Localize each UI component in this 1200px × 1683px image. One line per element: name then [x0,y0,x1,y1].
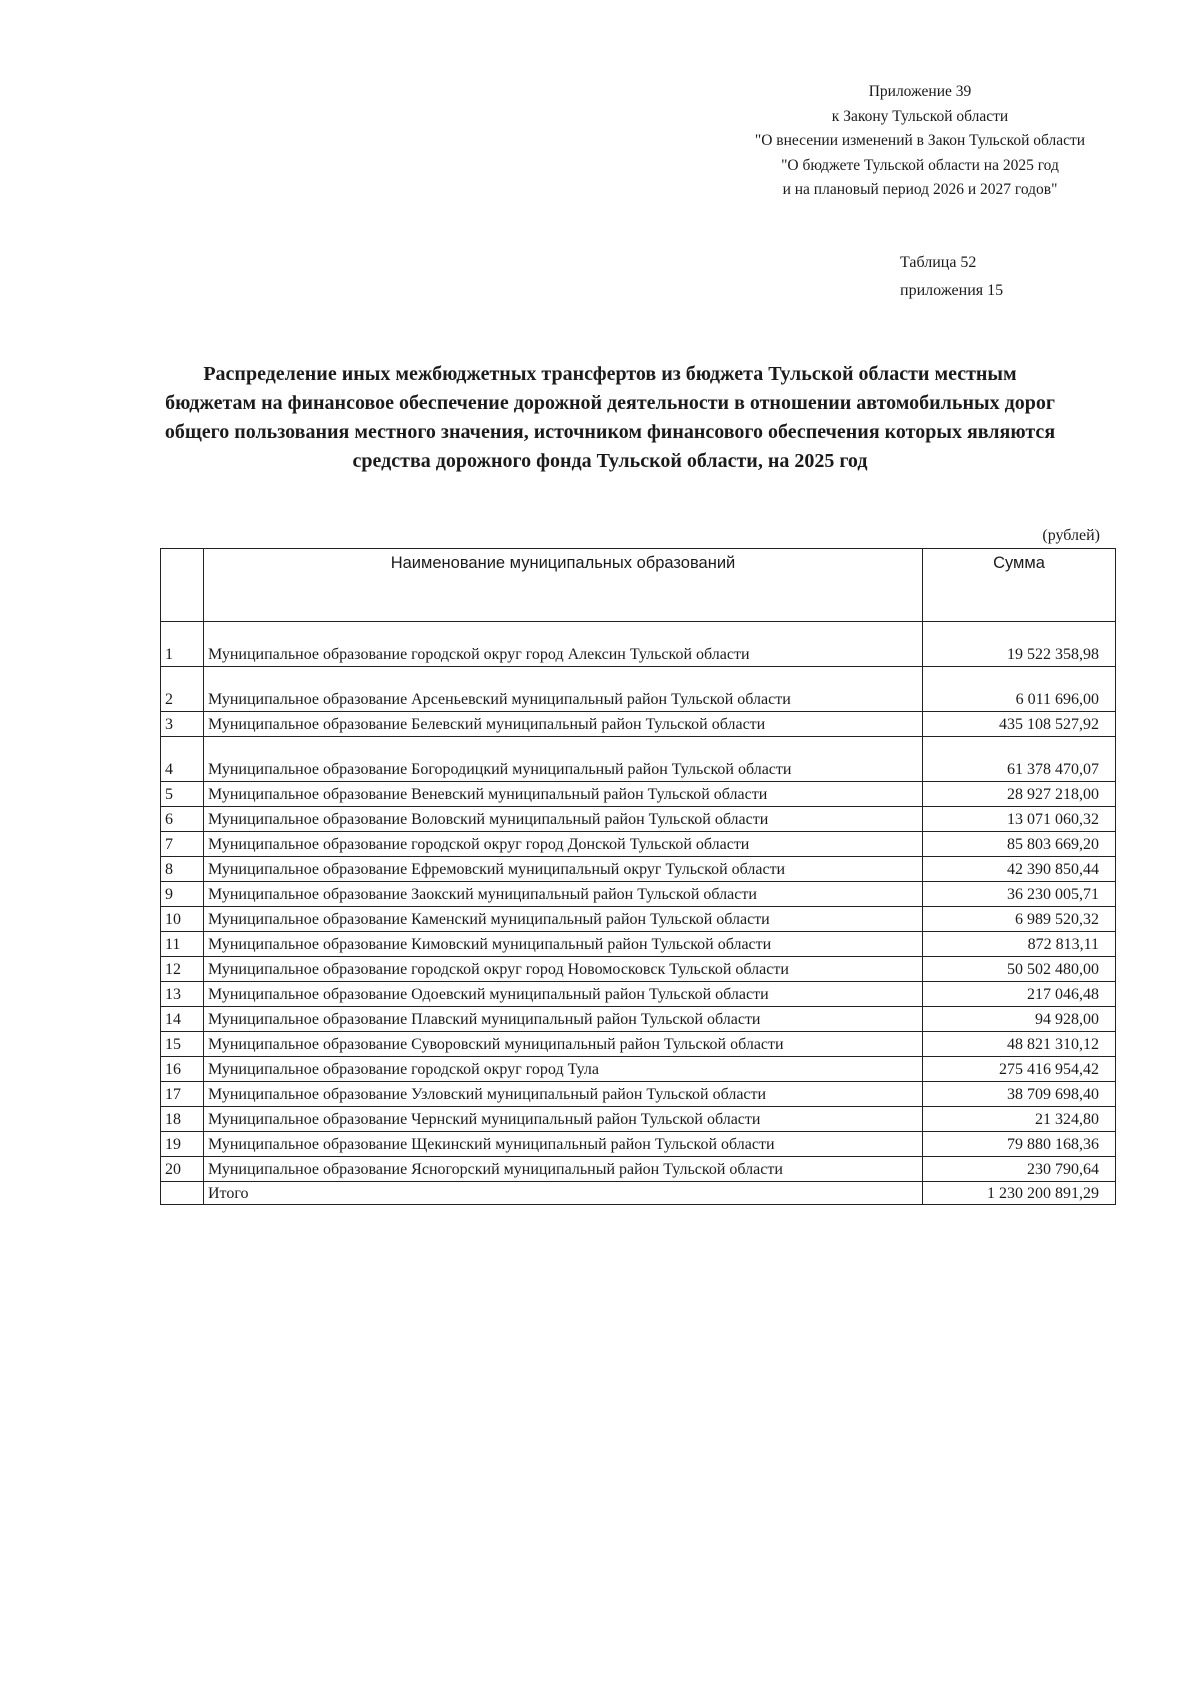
row-number: 18 [161,1107,204,1132]
table-row [161,737,1116,782]
row-name: Муниципальное образование Чернский муниципальный район Тульской области [204,1107,923,1132]
col-sum-header: Сумма [923,549,1116,622]
row-name: Муниципальное образование Белевский муниципальный район Тульской области [204,712,923,737]
row-number: 4 [161,737,204,782]
row-number: 7 [161,832,204,857]
title-line: бюджетам на финансовое обеспечение дорожной деятельности в отношении автомобильных дорог [165,392,1055,414]
table-row [161,667,1116,712]
row-number: 11 [161,932,204,957]
table-reference [900,249,1100,305]
row-name: Муниципальное образование городской округ город Тула [204,1057,923,1082]
row-name: Муниципальное образование городской округ город Новомосковск Тульской области [204,957,923,982]
table-row [161,882,1116,907]
table-row [161,1007,1116,1032]
table-row [161,1107,1116,1132]
table-row [161,857,1116,882]
row-name: Муниципальное образование городской округ город Алексин Тульской области [204,622,923,667]
table-row [161,782,1116,807]
row-name: Муниципальное образование Одоевский муниципальный район Тульской области [204,982,923,1007]
row-name: Муниципальное образование Заокский муниципальный район Тульской области [204,882,923,907]
header-line: к Закону Тульской области [831,107,1009,125]
row-sum: 21 324,80 [923,1107,1116,1132]
row-sum: 50 502 480,00 [923,957,1116,982]
table-row [161,1082,1116,1107]
row-sum: 85 803 669,20 [923,832,1116,857]
row-name: Муниципальное образование Ясногорский муниципальный район Тульской области [204,1157,923,1182]
row-name: Муниципальное образование Щекинский муниципальный район Тульской области [204,1132,923,1157]
header-line: "О бюджете Тульской области на 2025 год [781,156,1059,174]
row-sum: 36 230 005,71 [923,882,1116,907]
row-name: Муниципальное образование Веневский муниципальный район Тульской области [204,782,923,807]
row-sum: 79 880 168,36 [923,1132,1116,1157]
table-row [161,1032,1116,1057]
table-row [161,1057,1116,1082]
row-sum: 13 071 060,32 [923,807,1116,832]
row-name: Муниципальное образование Плавский муниципальный район Тульской области [204,1007,923,1032]
total-sum: 1 230 200 891,29 [923,1182,1116,1205]
table-header-row [161,549,1116,622]
row-name: Муниципальное образование Воловский муниципальный район Тульской области [204,807,923,832]
table-row [161,832,1116,857]
row-sum: 61 378 470,07 [923,737,1116,782]
row-sum: 19 522 358,98 [923,622,1116,667]
row-number: 16 [161,1057,204,1082]
row-number: 15 [161,1032,204,1057]
table-row [161,1132,1116,1157]
row-sum: 230 790,64 [923,1157,1116,1182]
table-row [161,907,1116,932]
table-row [161,957,1116,982]
table-row [161,807,1116,832]
header-line: "О внесении изменений в Закон Тульской области [754,132,1086,149]
row-number: 19 [161,1132,204,1157]
col-name-header: Наименование муниципальных образований [204,549,923,622]
row-number: 12 [161,957,204,982]
total-number-cell [161,1182,204,1205]
table-number: Таблица 52 [900,254,977,271]
header-line: Приложение 39 [868,83,972,100]
title-line: общего пользования местного значения, источником финансового обеспечения которых являются [164,421,1056,443]
row-number: 5 [161,782,204,807]
total-label: Итого [204,1182,923,1205]
row-sum: 435 108 527,92 [923,712,1116,737]
row-name: Муниципальное образование Каменский муниципальный район Тульской области [204,907,923,932]
row-number: 10 [161,907,204,932]
row-name: Муниципальное образование Узловский муниципальный район Тульской области [204,1082,923,1107]
row-sum: 872 813,11 [923,932,1116,957]
row-sum: 275 416 954,42 [923,1057,1116,1082]
row-name: Муниципальное образование Суворовский муниципальный район Тульской области [204,1032,923,1057]
row-number: 6 [161,807,204,832]
row-number: 8 [161,857,204,882]
table-row [161,932,1116,957]
row-number: 9 [161,882,204,907]
table-row [161,1157,1116,1182]
row-sum: 48 821 310,12 [923,1032,1116,1057]
row-number: 17 [161,1082,204,1107]
row-number: 20 [161,1157,204,1182]
title-line: Распределение иных межбюджетных трансфертов из бюджета Тульской области местным [203,363,1017,385]
row-number: 3 [161,712,204,737]
row-name: Муниципальное образование Арсеньевский муниципальный район Тульской области [204,667,923,712]
row-sum: 38 709 698,40 [923,1082,1116,1107]
row-sum: 6 011 696,00 [923,667,1116,712]
table-row [161,712,1116,737]
row-name: Муниципальное образование Кимовский муниципальный район Тульской области [204,932,923,957]
row-sum: 42 390 850,44 [923,857,1116,882]
title-line: средства дорожного фонда Тульской области, на 2025 год [352,450,868,472]
table-row [161,622,1116,667]
units-label: (рублей) [1042,527,1100,544]
row-name: Муниципальное образование Ефремовский муниципальный округ Тульской области [204,857,923,882]
appendix-header [700,80,1140,203]
row-sum: 217 046,48 [923,982,1116,1007]
row-sum: 6 989 520,32 [923,907,1116,932]
table-row [161,982,1116,1007]
row-sum: 28 927 218,00 [923,782,1116,807]
row-number: 1 [161,622,204,667]
appendix-number: приложения 15 [900,282,1004,299]
header-line: и на плановый период 2026 и 2027 годов" [782,181,1058,198]
row-name: Муниципальное образование городской округ город Донской Тульской области [204,832,923,857]
document-title [150,360,1070,476]
row-number: 13 [161,982,204,1007]
row-name: Муниципальное образование Богородицкий муниципальный район Тульской области [204,737,923,782]
row-sum: 94 928,00 [923,1007,1116,1032]
row-number: 2 [161,667,204,712]
transfers-table [160,548,1116,1205]
row-number: 14 [161,1007,204,1032]
total-row [161,1182,1116,1205]
col-number-header [161,549,204,622]
